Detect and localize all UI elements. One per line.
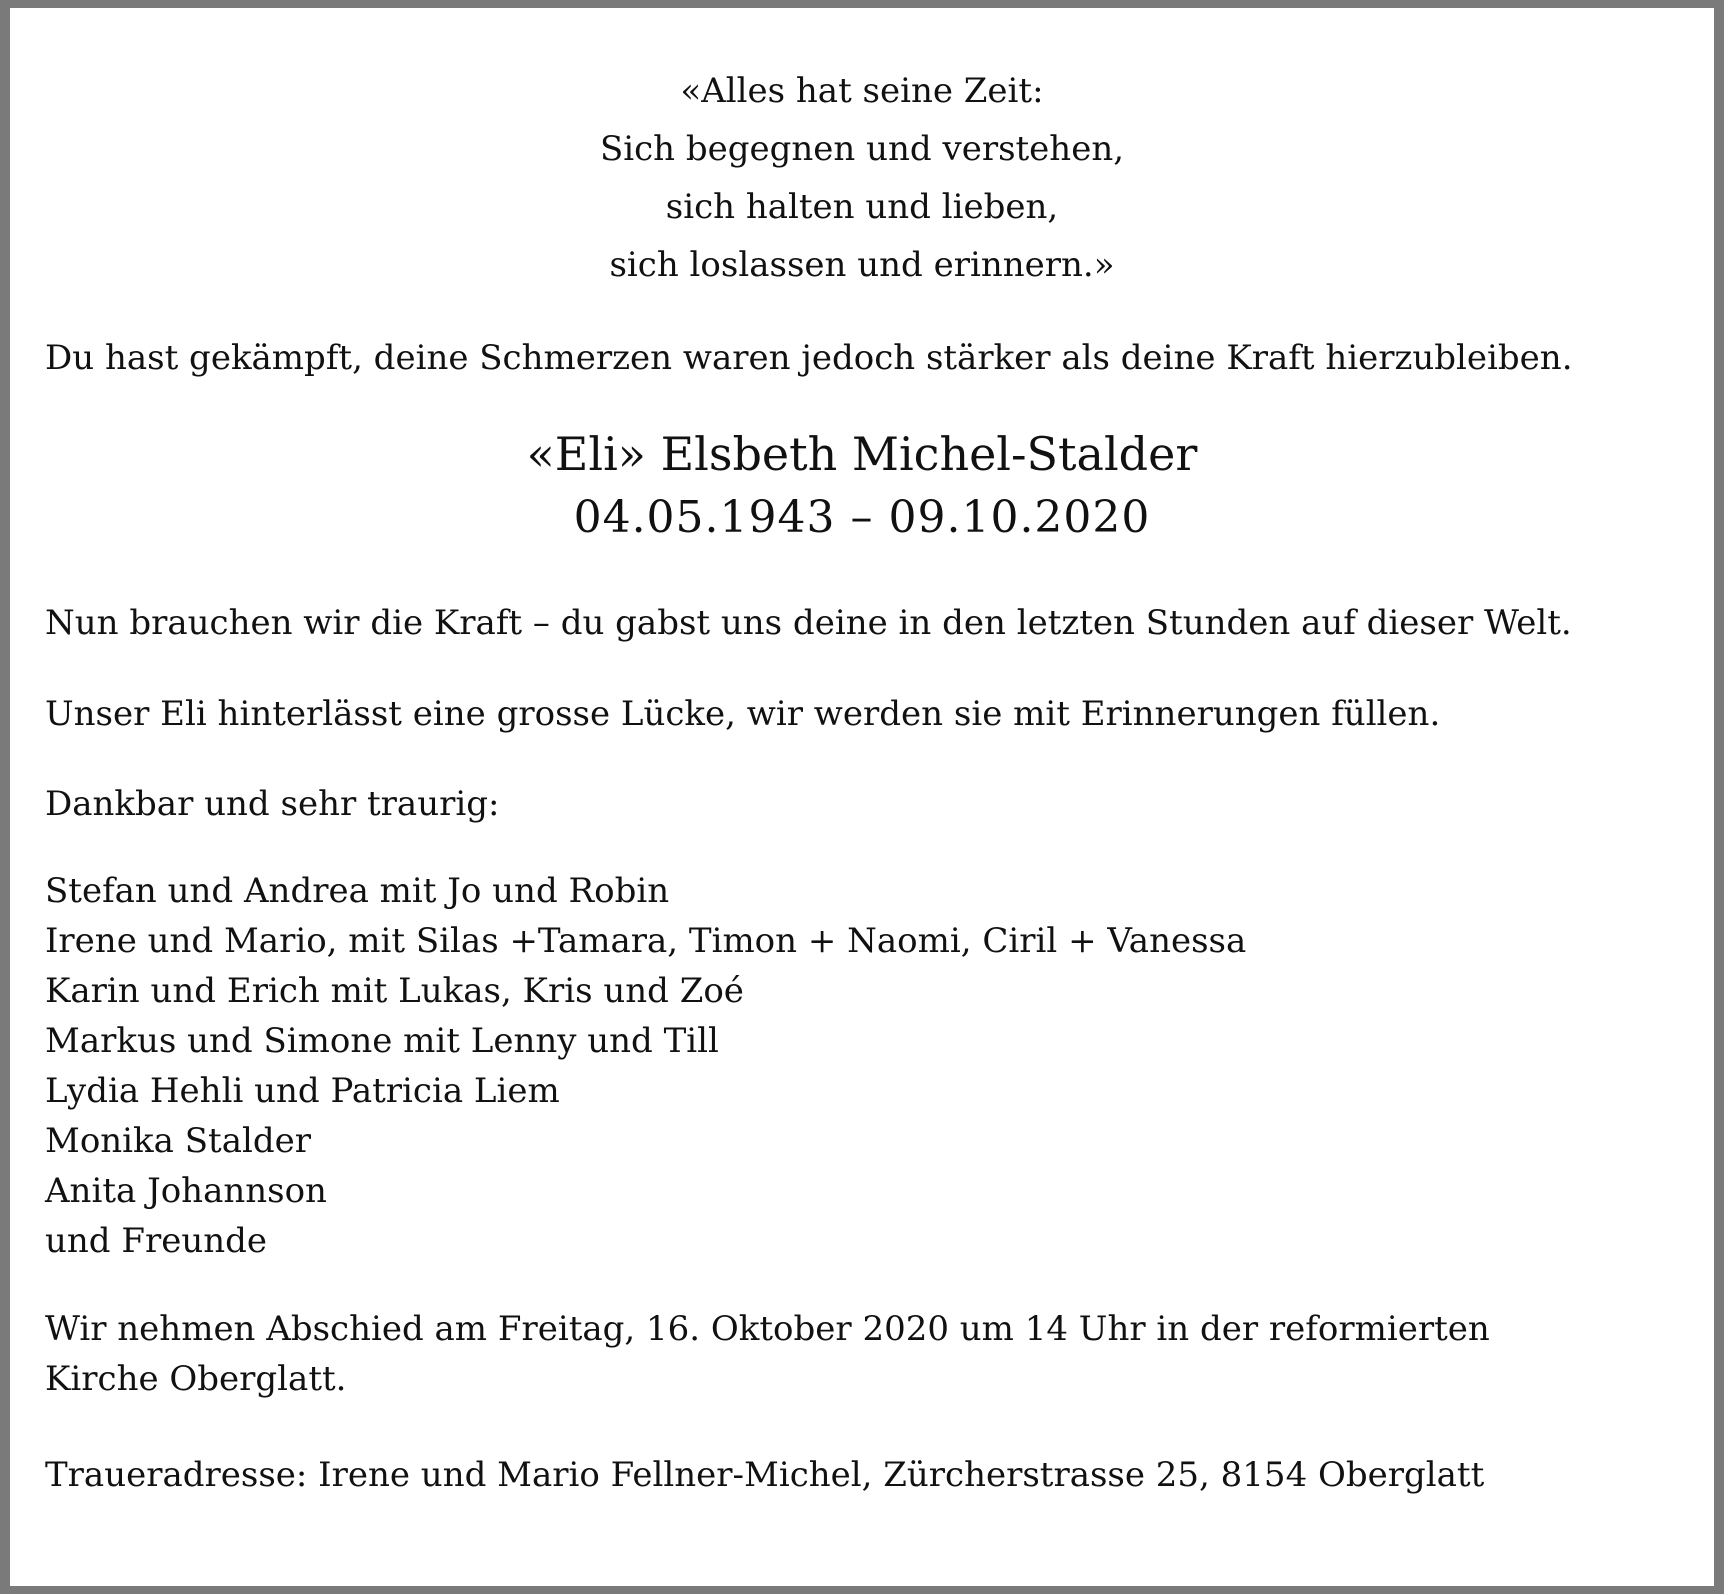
mourners-list	[45, 866, 1246, 1266]
mourner-line: Lydia Hehli und Patricia Liem	[45, 1071, 560, 1111]
mourner-line: Monika Stalder	[45, 1121, 311, 1161]
farewell-line: Wir nehmen Abschied am Freitag, 16. Oktober 2020 um 14 Uhr in der reformierten	[45, 1309, 1490, 1349]
farewell-line: Kirche Oberglatt.	[45, 1359, 347, 1399]
verse-line: Sich begegnen und verstehen,	[599, 129, 1125, 169]
mourner-line: Stefan und Andrea mit Jo und Robin	[45, 871, 670, 911]
opening-verse	[10, 62, 1714, 294]
verse-line: sich halten und lieben,	[665, 187, 1059, 227]
mourners-heading: Dankbar und sehr traurig:	[45, 784, 500, 824]
mourner-line: Markus und Simone mit Lenny und Till	[45, 1021, 719, 1061]
farewell-info	[45, 1304, 1490, 1404]
strength-text: Nun brauchen wir die Kraft – du gabst uns deine in den letzten Stunden auf dieser Welt.	[45, 603, 1572, 643]
gap-text: Unser Eli hinterlässt eine grosse Lücke, wir werden sie mit Erinnerungen füllen.	[45, 694, 1441, 734]
mourning-address: Traueradresse: Irene und Mario Fellner-Michel, Zürcherstrasse 25, 8154 Oberglatt	[45, 1455, 1485, 1495]
verse-line: sich loslassen und erinnern.»	[609, 245, 1115, 285]
mourner-line: Anita Johannson	[45, 1171, 327, 1211]
deceased-name: «Eli» Elsbeth Michel-Stalder	[526, 427, 1198, 481]
obituary-card	[10, 8, 1714, 1586]
life-dates: 04.05.1943 – 09.10.2020	[573, 492, 1151, 543]
intro-text: Du hast gekämpft, deine Schmerzen waren jedoch stärker als deine Kraft hierzubleiben.	[45, 338, 1573, 378]
mourner-line: Irene und Mario, mit Silas +Tamara, Timon + Naomi, Ciril + Vanessa	[45, 921, 1247, 961]
mourner-line: Karin und Erich mit Lukas, Kris und Zoé	[45, 971, 744, 1011]
verse-line: «Alles hat seine Zeit:	[680, 71, 1044, 111]
mourner-line: und Freunde	[45, 1221, 268, 1261]
